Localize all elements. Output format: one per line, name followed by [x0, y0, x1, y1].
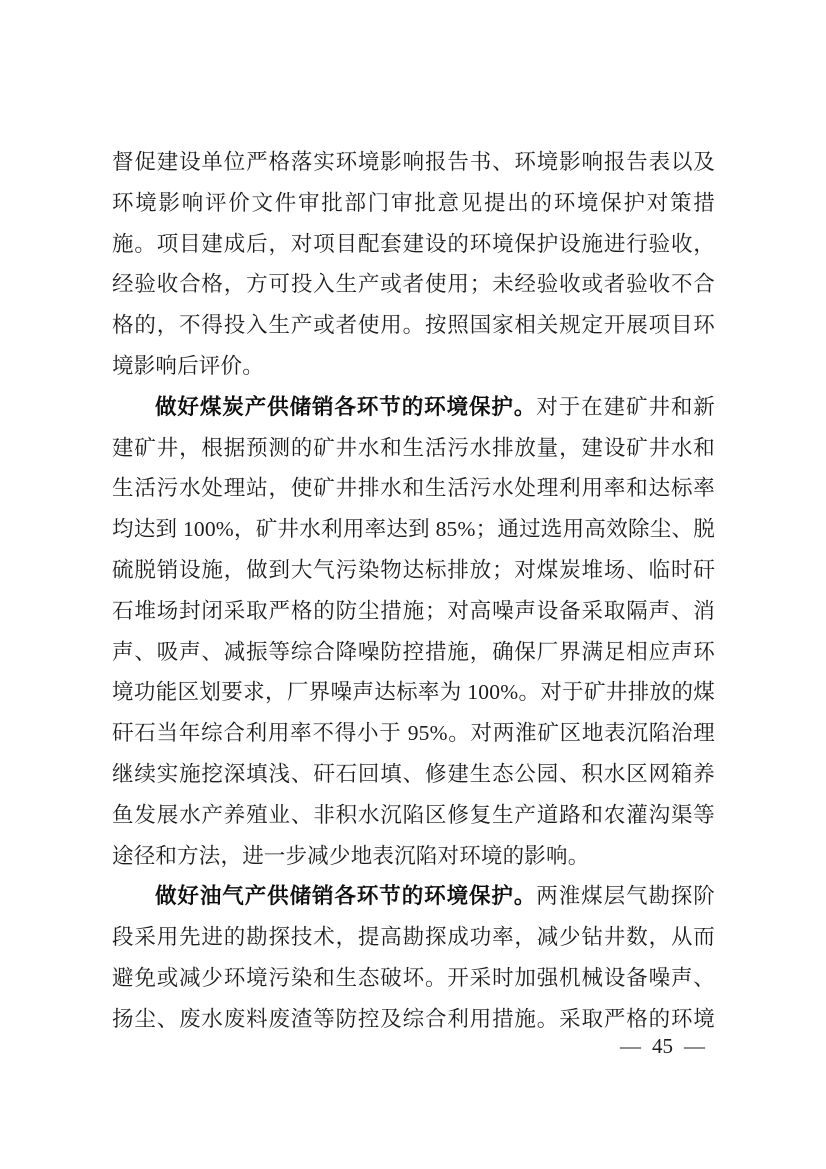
document-body: [112, 142, 715, 1040]
text-line: 督促建设单位严格落实环境影响报告书、环境影响报告表以及: [112, 150, 715, 174]
text-line: 境影响后评价。: [112, 353, 264, 378]
page-number: 45: [652, 1034, 673, 1058]
paragraph-oil-gas-env-protection: [112, 876, 715, 1039]
text-line: 境功能区划要求，厂界噪声达标率为 100%。对于矿井排放的煤: [112, 680, 715, 705]
text-line: 鱼发展水产养殖业、非积水沉陷区修复生产道路和农灌沟渠等: [112, 802, 715, 827]
text-line: 声、吸声、减振等综合降噪防控措施，确保厂界满足相应声环: [112, 639, 715, 664]
text-line: 石堆场封闭采取严格的防尘措施；对高噪声设备采取隔声、消: [112, 598, 715, 623]
text-line: 段采用先进的勘探技术，提高勘探成功率，减少钻井数，从而: [112, 925, 715, 950]
paragraph-coal-env-protection: [112, 387, 715, 877]
text-line: 扬尘、废水废料废渣等防控及综合利用措施。采取严格的环境: [112, 1006, 715, 1031]
footer-dash-left: —: [620, 1034, 641, 1058]
lead-rest: 对于在建矿井和新: [536, 394, 715, 419]
text-line: [112, 387, 715, 428]
page-footer: [620, 1033, 705, 1059]
text-line: 环境影响评价文件审批部门审批意见提出的环境保护对策措: [112, 190, 715, 215]
bold-lead-oil-gas: 做好油气产供储销各环节的环境保护。: [155, 884, 537, 909]
text-line: 生活污水处理站，使矿井排水和生活污水处理利用率和达标率: [112, 476, 715, 501]
text-line: 格的，不得投入生产或者使用。按照国家相关规定开展项目环: [112, 313, 715, 338]
footer-dash-right: —: [684, 1034, 705, 1058]
bold-lead-coal: 做好煤炭产供储销各环节的环境保护。: [155, 394, 537, 419]
lead-rest: 两淮煤层气勘探阶: [536, 884, 715, 909]
text-line: 继续实施挖深填浅、矸石回填、修建生态公园、积水区网箱养: [112, 761, 715, 786]
text-line: 避免或减少环境污染和生态破坏。开采时加强机械设备噪声、: [112, 965, 715, 990]
text-line: 均达到 100%，矿井水利用率达到 85%；通过选用高效除尘、脱: [112, 517, 715, 542]
text-line: 建矿井，根据预测的矿井水和生活污水排放量，建设矿井水和: [112, 435, 715, 460]
paragraph-env-impact-approval: [112, 142, 715, 387]
text-line: 矸石当年综合利用率不得小于 95%。对两淮矿区地表沉陷治理: [112, 721, 715, 746]
text-line: [112, 876, 715, 917]
text-line: 硫脱销设施，做到大气污染物达标排放；对煤炭堆场、临时矸: [112, 557, 715, 582]
text-line: 施。项目建成后，对项目配套建设的环境保护设施进行验收，: [112, 231, 715, 256]
text-line: 途径和方法，进一步减少地表沉陷对环境的影响。: [112, 843, 590, 868]
text-line: 经验收合格，方可投入生产或者使用；未经验收或者验收不合: [112, 272, 715, 297]
